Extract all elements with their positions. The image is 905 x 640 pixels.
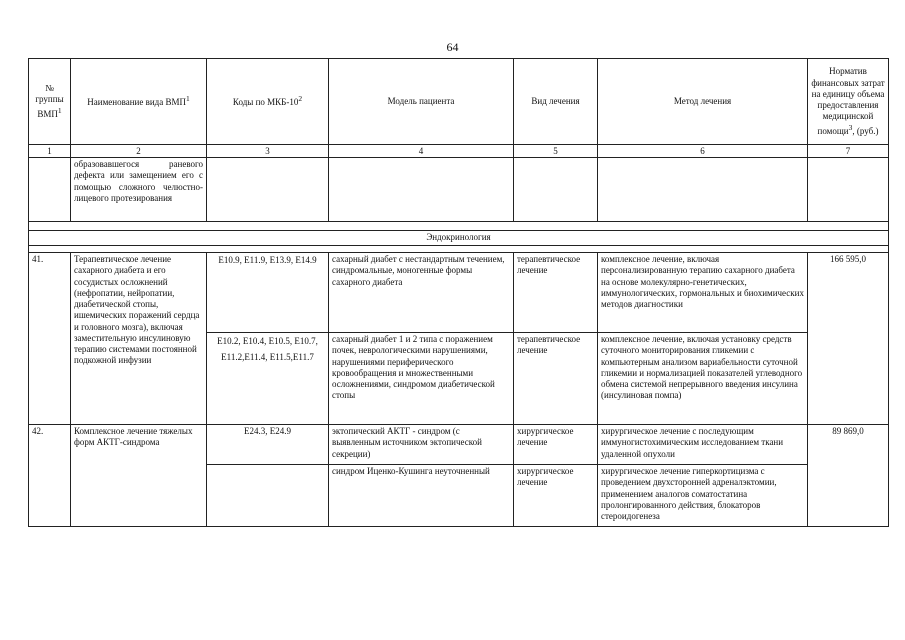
column-number: 5: [514, 145, 598, 158]
column-number: 2: [71, 145, 207, 158]
header-treatment-type: Вид лечения: [514, 59, 598, 145]
continuation-text: образовавшегося раневого дефекта или замещением его с помощью сложного челюстно-лицевого протезирования: [71, 158, 207, 222]
patient-model: сахарный диабет 1 и 2 типа с поражением почек, неврологическими нарушениями, нарушениями периферического кровообращения и множественными осложнениями, синдромом диабетической стопы: [329, 333, 514, 425]
header-vmp-name: Наименование вида ВМП$^1$: [71, 59, 207, 145]
table-row-42a: [29, 425, 889, 465]
treatment-type: терапевтическое лечение: [514, 253, 598, 333]
column-number: 3: [207, 145, 329, 158]
continuation-row: [29, 158, 889, 222]
treatment-type: хирургическое лечение: [514, 425, 598, 465]
header-row: [29, 59, 889, 145]
treatment-type: терапевтическое лечение: [514, 333, 598, 425]
column-number: 4: [329, 145, 514, 158]
patient-model: сахарный диабет с нестандартным течением, синдромальные, моногенные формы сахарного диабета: [329, 253, 514, 333]
icd-codes: E24.3, E24.9: [207, 425, 329, 465]
column-number: 7: [808, 145, 889, 158]
patient-model: синдром Иценко-Кушинга неуточненный: [329, 465, 514, 527]
header-treatment-method: Метод лечения: [598, 59, 808, 145]
vmp-name: Комплексное лечение тяжелых форм АКТГ-синдрома: [71, 425, 207, 527]
column-number-row: [29, 145, 889, 158]
page-number: 64: [446, 40, 459, 54]
group-number: 42.: [29, 425, 71, 527]
spacer-row: [29, 222, 889, 231]
treatment-method: комплексное лечение, включая персонализированную терапию сахарного диабета на основе молекулярно-генетических, иммунологических, гормональных и биохимических методов диагностики: [598, 253, 808, 333]
treatment-method: хирургическое лечение гиперкортицизма с проведением двухсторонней адреналэктомии, применением аналогов соматостатина пролонгированного действия, блокаторов стероидогенеза: [598, 465, 808, 527]
spacer-row: [29, 246, 889, 253]
group-number: 41.: [29, 253, 71, 425]
header-patient-model: Модель пациента: [329, 59, 514, 145]
section-title: Эндокринология: [29, 231, 889, 246]
vmp-table: [28, 58, 889, 527]
header-cost-standard: Норматив финансовых затрат на единицу объема предоставления медицинской помощи$^3$, (руб.): [808, 59, 889, 145]
treatment-method: хирургическое лечение с последующим иммуногистохимическим исследованием ткани удаленной опухоли: [598, 425, 808, 465]
section-row: [29, 231, 889, 246]
vmp-name: Терапевтическое лечение сахарного диабета и его сосудистых осложнений (нефропатии, нейропатии, диабетической стопы, ишемических поражений сердца и головного мозга), включая заместительную инсулиновую терапию системами постоянной подкожной инфузии: [71, 253, 207, 425]
icd-codes: E10.9, E11.9, E13.9, E14.9: [207, 253, 329, 333]
column-number: 6: [598, 145, 808, 158]
table-row-41a: [29, 253, 889, 333]
cost-value: 166 595,0: [808, 253, 889, 425]
header-icd-codes: Коды по МКБ-$10^2$: [207, 59, 329, 145]
icd-codes: E10.2, E10.4, E10.5, E10.7, E11.2,E11.4, E11.5,E11.7: [207, 333, 329, 425]
column-number: 1: [29, 145, 71, 158]
patient-model: эктопический АКТГ - синдром (с выявленным источником эктопической секреции): [329, 425, 514, 465]
cost-value: 89 869,0: [808, 425, 889, 527]
header-group-number: № группы ВМП$^1$: [29, 59, 71, 145]
treatment-type: хирургическое лечение: [514, 465, 598, 527]
treatment-method: комплексное лечение, включая установку средств суточного мониторирования гликемии с компьютерным анализом вариабельности суточной гликемии и нормализацией показателей углеводного обмена системой непрерывного введения инсулина (инсулиновая помпа): [598, 333, 808, 425]
